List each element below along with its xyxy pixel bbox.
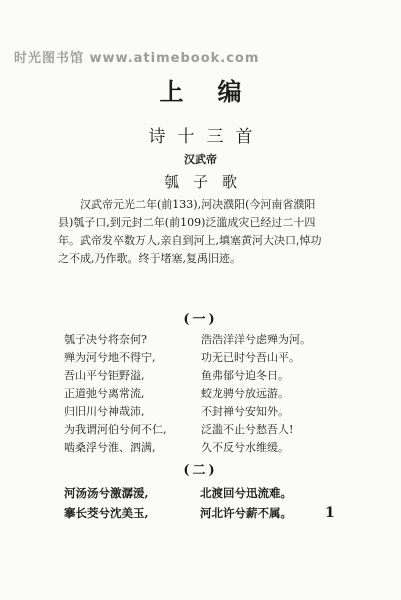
part-one-verses [64,331,364,457]
verse-right: 久不反兮水维缓。 [201,441,289,454]
part-two-verses [64,483,364,523]
verse-right: 功无已时兮吾山平。 [201,351,300,364]
verse-left: 瓠子决兮将奈何? [64,333,147,346]
verse-row [64,503,364,523]
verse-row [64,385,364,403]
verse-row [64,439,364,457]
part-two-heading: (二) [183,463,218,478]
watermark: 时光图书馆 www.atimebook.com [14,51,260,66]
preface-line: 年。武帝发卒数万人,亲自到河上,填塞黄河大决口,悼功 [58,234,322,247]
verse-left: 正道弛兮离常流, [64,387,145,400]
page-number: 1 [325,505,335,521]
preface-paragraph [58,196,358,268]
verse-left: 河汤汤兮激潺湲, [64,486,149,500]
poem-title: 瓠子歌 [163,173,251,191]
verse-left: 吾山平兮钜野溢, [64,369,145,382]
preface-line: 之不成,乃作歌。终于堵塞,复禹旧迹。 [58,252,241,265]
verse-left: 归旧川兮神哉沛, [64,405,145,418]
verse-row [64,349,364,367]
verse-left: 啮桑浮兮淮、泗满, [64,441,156,454]
verse-row [64,403,364,421]
part-one-heading: (一) [183,312,218,327]
verse-row [64,421,364,439]
preface-line: 汉武帝元光二年(前133),河决濮阳(今河南省濮阳 [80,198,316,211]
verse-left: 搴长茭兮沈美玉, [64,506,149,520]
verse-row [64,483,364,503]
verse-row [64,367,364,385]
verse-left: 殚为河兮地不得宁, [64,351,156,364]
verse-right: 不封禅兮安知外。 [201,405,289,418]
verse-right: 蛟龙骋兮放远游。 [201,387,289,400]
verse-left: 为我谓河伯兮何不仁, [64,423,167,436]
verse-right: 鱼弗郁兮迫冬日。 [201,369,289,382]
verse-right: 泛滥不止兮愁吾人! [201,423,294,436]
section-title: 诗十三首 [148,127,265,147]
verse-right: 浩浩洋洋兮虑殚为河。 [201,333,311,346]
preface-line: 县)瓠子口,到元封二年(前109)泛滥成灾已经过二十四 [58,216,316,229]
verse-row [64,331,364,349]
author-name: 汉武帝 [184,153,217,166]
part-title: 上编 [159,77,276,106]
verse-right: 北渡回兮迅流难。 [200,486,292,500]
verse-right: 河北许兮薪不属。 [200,506,292,520]
